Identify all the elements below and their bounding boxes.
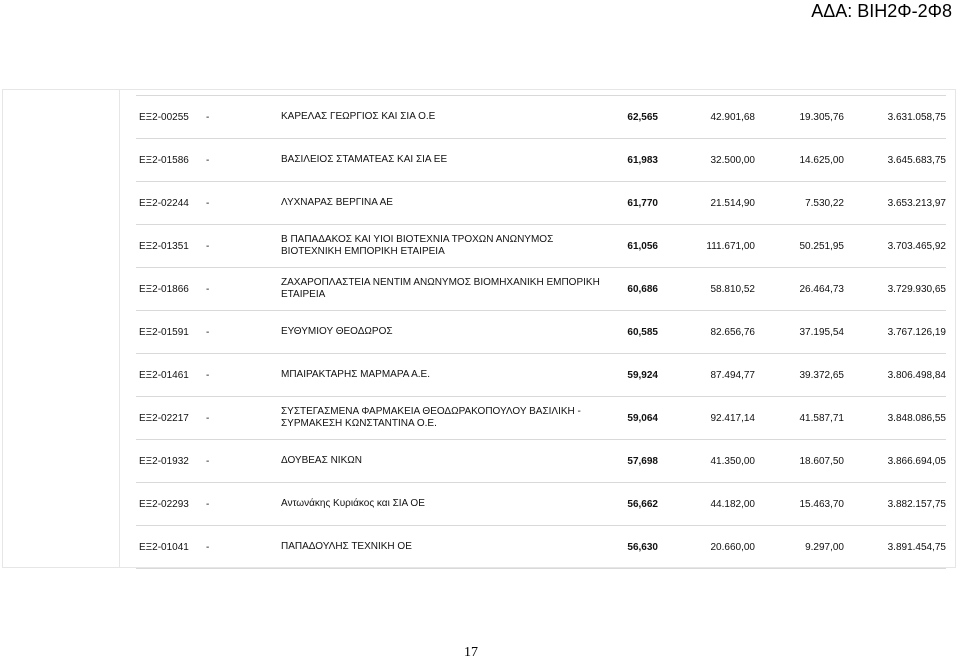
table-row: [136, 440, 946, 483]
row-code: ΕΞ2-01351: [136, 225, 206, 268]
row-amount-1: 111.671,00: [658, 225, 755, 268]
row-score: 56,630: [606, 526, 658, 569]
row-code: ΕΞ2-01866: [136, 268, 206, 311]
row-dash: -: [206, 483, 281, 526]
row-dash: -: [206, 182, 281, 225]
row-amount-1: 21.514,90: [658, 182, 755, 225]
row-dash: -: [206, 354, 281, 397]
row-company-name: Β ΠΑΠΑΔΑΚΟΣ ΚΑΙ ΥΙΟΙ ΒΙΟΤΕΧΝΙΑ ΤΡΟΧΩΝ ΑΝΩΝΥΜΟΣ ΒΙΟΤΕΧΝΙΚΗ ΕΜΠΟΡΙΚΗ ΕΤΑΙΡΕΙΑ: [281, 225, 606, 268]
row-company-name: ΜΠΑΙΡΑΚΤΑΡΗΣ ΜΑΡΜΑΡΑ Α.Ε.: [281, 354, 606, 397]
table-row: [136, 139, 946, 182]
row-amount-3: 3.891.454,75: [844, 526, 946, 569]
row-code: ΕΞ2-02293: [136, 483, 206, 526]
row-amount-1: 41.350,00: [658, 440, 755, 483]
row-amount-1: 44.182,00: [658, 483, 755, 526]
row-amount-3: 3.703.465,92: [844, 225, 946, 268]
row-dash: -: [206, 225, 281, 268]
table-row: [136, 96, 946, 139]
row-code: ΕΞ2-02244: [136, 182, 206, 225]
row-score: 56,662: [606, 483, 658, 526]
row-dash: -: [206, 311, 281, 354]
row-company-name: Αντωνάκης Κυριάκος και ΣΙΑ ΟΕ: [281, 483, 606, 526]
row-code: ΕΞ2-01932: [136, 440, 206, 483]
table-row: [136, 182, 946, 225]
page-number: 17: [464, 645, 478, 660]
row-company-name: ΣΥΣΤΕΓΑΣΜΕΝΑ ΦΑΡΜΑΚΕΙΑ ΘΕΟΔΩΡΑΚΟΠΟΥΛΟΥ ΒΑΣΙΛΙΚΗ - ΣΥΡΜΑΚΕΣΗ ΚΩΝΣΤΑΝΤΙΝΑ Ο.Ε.: [281, 397, 606, 440]
row-code: ΕΞ2-01591: [136, 311, 206, 354]
row-company-name: ΚΑΡΕΛΑΣ ΓΕΩΡΓΙΟΣ ΚΑΙ ΣΙΑ Ο.Ε: [281, 96, 606, 139]
row-amount-3: 3.848.086,55: [844, 397, 946, 440]
row-company-name: ΔΟΥΒΕΑΣ ΝΙΚΩΝ: [281, 440, 606, 483]
row-amount-1: 42.901,68: [658, 96, 755, 139]
row-amount-3: 3.729.930,65: [844, 268, 946, 311]
row-code: ΕΞ2-02217: [136, 397, 206, 440]
row-score: 62,565: [606, 96, 658, 139]
row-amount-3: 3.645.683,75: [844, 139, 946, 182]
row-dash: -: [206, 440, 281, 483]
row-amount-3: 3.653.213,97: [844, 182, 946, 225]
row-score: 60,686: [606, 268, 658, 311]
row-amount-2: 50.251,95: [755, 225, 844, 268]
table-row: [136, 526, 946, 569]
row-amount-1: 87.494,77: [658, 354, 755, 397]
row-dash: -: [206, 397, 281, 440]
row-code: ΕΞ2-01461: [136, 354, 206, 397]
row-amount-2: 39.372,65: [755, 354, 844, 397]
row-amount-3: 3.767.126,19: [844, 311, 946, 354]
row-company-name: ΛΥΧΝΑΡΑΣ ΒΕΡΓΙΝΑ ΑΕ: [281, 182, 606, 225]
table-row: [136, 354, 946, 397]
row-score: 61,983: [606, 139, 658, 182]
row-amount-2: 9.297,00: [755, 526, 844, 569]
row-company-name: ΕΥΘΥΜΙΟΥ ΘΕΟΔΩΡΟΣ: [281, 311, 606, 354]
row-company-name: ΒΑΣΙΛΕΙΟΣ ΣΤΑΜΑΤΕΑΣ ΚΑΙ ΣΙΑ ΕΕ: [281, 139, 606, 182]
row-amount-3: 3.882.157,75: [844, 483, 946, 526]
row-amount-2: 37.195,54: [755, 311, 844, 354]
row-dash: -: [206, 139, 281, 182]
row-code: ΕΞ2-01041: [136, 526, 206, 569]
row-amount-3: 3.806.498,84: [844, 354, 946, 397]
row-amount-2: 41.587,71: [755, 397, 844, 440]
row-amount-2: 26.464,73: [755, 268, 844, 311]
row-company-name: ΠΑΠΑΔΟΥΛΗΣ ΤΕΧΝΙΚΗ ΟΕ: [281, 526, 606, 569]
row-amount-3: 3.866.694,05: [844, 440, 946, 483]
row-amount-1: 32.500,00: [658, 139, 755, 182]
row-score: 57,698: [606, 440, 658, 483]
row-amount-2: 7.530,22: [755, 182, 844, 225]
row-code: ΕΞ2-01586: [136, 139, 206, 182]
ada-reference: ΑΔΑ: ΒΙΗ2Φ-2Φ8: [811, 1, 952, 21]
row-amount-1: 20.660,00: [658, 526, 755, 569]
table-row: [136, 225, 946, 268]
row-dash: -: [206, 96, 281, 139]
row-score: 59,064: [606, 397, 658, 440]
row-amount-1: 58.810,52: [658, 268, 755, 311]
row-score: 59,924: [606, 354, 658, 397]
table-row: [136, 311, 946, 354]
row-dash: -: [206, 526, 281, 569]
frame-divider: [119, 89, 120, 568]
row-score: 61,770: [606, 182, 658, 225]
row-company-name: ΖΑΧΑΡΟΠΛΑΣΤΕΙΑ ΝΕΝΤΙΜ ΑΝΩΝΥΜΟΣ ΒΙΟΜΗΧΑΝΙΚΗ ΕΜΠΟΡΙΚΗ ΕΤΑΙΡΕΙΑ: [281, 268, 606, 311]
row-amount-2: 15.463,70: [755, 483, 844, 526]
row-score: 60,585: [606, 311, 658, 354]
row-amount-2: 18.607,50: [755, 440, 844, 483]
row-amount-3: 3.631.058,75: [844, 96, 946, 139]
results-table: [136, 95, 946, 569]
row-score: 61,056: [606, 225, 658, 268]
row-amount-1: 82.656,76: [658, 311, 755, 354]
table-row: [136, 483, 946, 526]
table-row: [136, 268, 946, 311]
table-row: [136, 397, 946, 440]
row-dash: -: [206, 268, 281, 311]
row-amount-2: 14.625,00: [755, 139, 844, 182]
row-amount-2: 19.305,76: [755, 96, 844, 139]
row-code: ΕΞ2-00255: [136, 96, 206, 139]
row-amount-1: 92.417,14: [658, 397, 755, 440]
